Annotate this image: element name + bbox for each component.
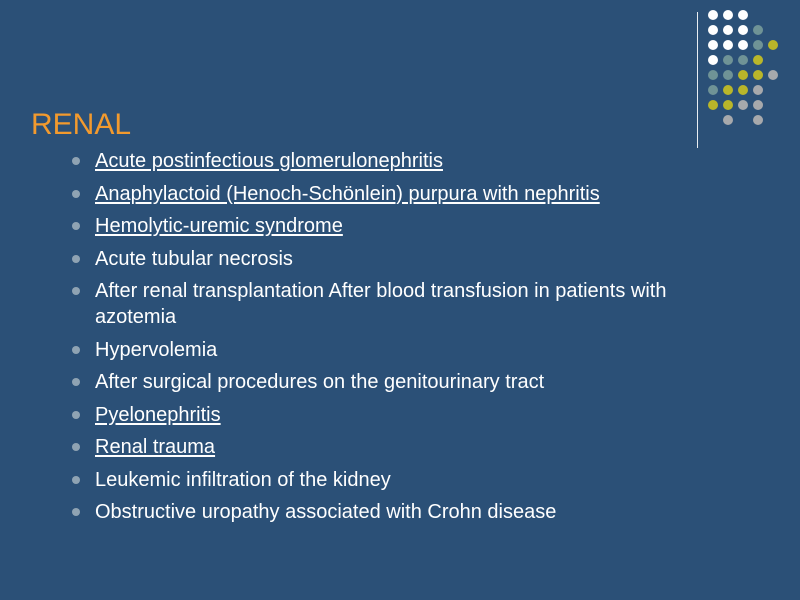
bullet-item <box>72 499 752 525</box>
decorative-dot <box>723 70 733 80</box>
slide-heading: RENAL <box>31 108 132 141</box>
decorative-dot <box>753 25 763 35</box>
bullet-marker-icon <box>72 411 80 419</box>
bullet-marker-icon <box>72 346 80 354</box>
bullet-link[interactable]: Renal trauma <box>95 436 216 458</box>
decorative-dot <box>723 40 733 50</box>
decorative-dot <box>738 25 748 35</box>
decorative-dot <box>738 10 748 20</box>
decorative-dot <box>723 115 733 125</box>
bullet-link[interactable]: Pyelonephritis <box>95 403 221 426</box>
bullet-list <box>72 148 752 532</box>
bullet-marker-icon <box>72 287 80 295</box>
decorative-dot <box>723 85 733 95</box>
bullet-item[interactable] <box>72 148 752 174</box>
decorative-dot <box>753 70 763 80</box>
decorative-dot <box>738 55 748 65</box>
bullet-marker-icon <box>72 157 80 165</box>
decorative-dot <box>768 40 778 50</box>
decorative-dot <box>738 100 748 110</box>
decorative-dot <box>753 40 763 50</box>
decorative-dot <box>738 70 748 80</box>
bullet-link[interactable]: Anaphylactoid (Henoch-Schönlein) purpura with nephritis <box>95 182 600 205</box>
bullet-item[interactable] <box>72 402 752 428</box>
decorative-dot <box>738 40 748 50</box>
decorative-dot <box>723 100 733 110</box>
bullet-item <box>72 467 752 493</box>
bullet-marker-icon <box>72 222 80 230</box>
decorative-dot <box>753 55 763 65</box>
decorative-dot <box>753 85 763 95</box>
bullet-marker-icon <box>72 476 80 484</box>
bullet-item[interactable] <box>72 181 752 207</box>
decorative-dot <box>753 100 763 110</box>
decorative-dot <box>738 85 748 95</box>
bullet-text: Obstructive uropathy associated with Crohn disease <box>95 501 557 523</box>
decorative-dot <box>708 70 718 80</box>
decorative-dot <box>708 25 718 35</box>
bullet-text: After renal transplantation After blood transfusion in patients with azotemia <box>95 280 667 328</box>
decorative-dot <box>723 25 733 35</box>
bullet-item <box>72 278 752 330</box>
bullet-link[interactable]: Hemolytic-uremic syndrome <box>95 215 343 237</box>
decorative-dot <box>723 10 733 20</box>
bullet-item <box>72 337 752 363</box>
bullet-item[interactable] <box>72 434 752 460</box>
decorative-divider-line <box>697 12 698 148</box>
decorative-dot <box>708 100 718 110</box>
decorative-dot-grid <box>708 10 788 130</box>
decorative-dot <box>753 115 763 125</box>
bullet-item[interactable] <box>72 213 752 239</box>
decorative-dot <box>768 70 778 80</box>
bullet-text: Hypervolemia <box>95 338 218 361</box>
decorative-dot <box>708 55 718 65</box>
bullet-text: After surgical procedures on the genitourinary tract <box>95 371 545 393</box>
decorative-dot <box>708 10 718 20</box>
decorative-dot <box>723 55 733 65</box>
bullet-item <box>72 246 752 272</box>
bullet-marker-icon <box>72 190 80 198</box>
bullet-text: Acute tubular necrosis <box>95 247 293 270</box>
bullet-link[interactable]: Acute postinfectious glomerulonephritis <box>95 150 443 172</box>
bullet-marker-icon <box>72 443 80 451</box>
decorative-dot <box>708 85 718 95</box>
bullet-marker-icon <box>72 255 80 263</box>
decorative-dot <box>708 40 718 50</box>
bullet-marker-icon <box>72 378 80 386</box>
bullet-marker-icon <box>72 508 80 516</box>
bullet-item <box>72 369 752 395</box>
bullet-text: Leukemic infiltration of the kidney <box>95 468 391 491</box>
